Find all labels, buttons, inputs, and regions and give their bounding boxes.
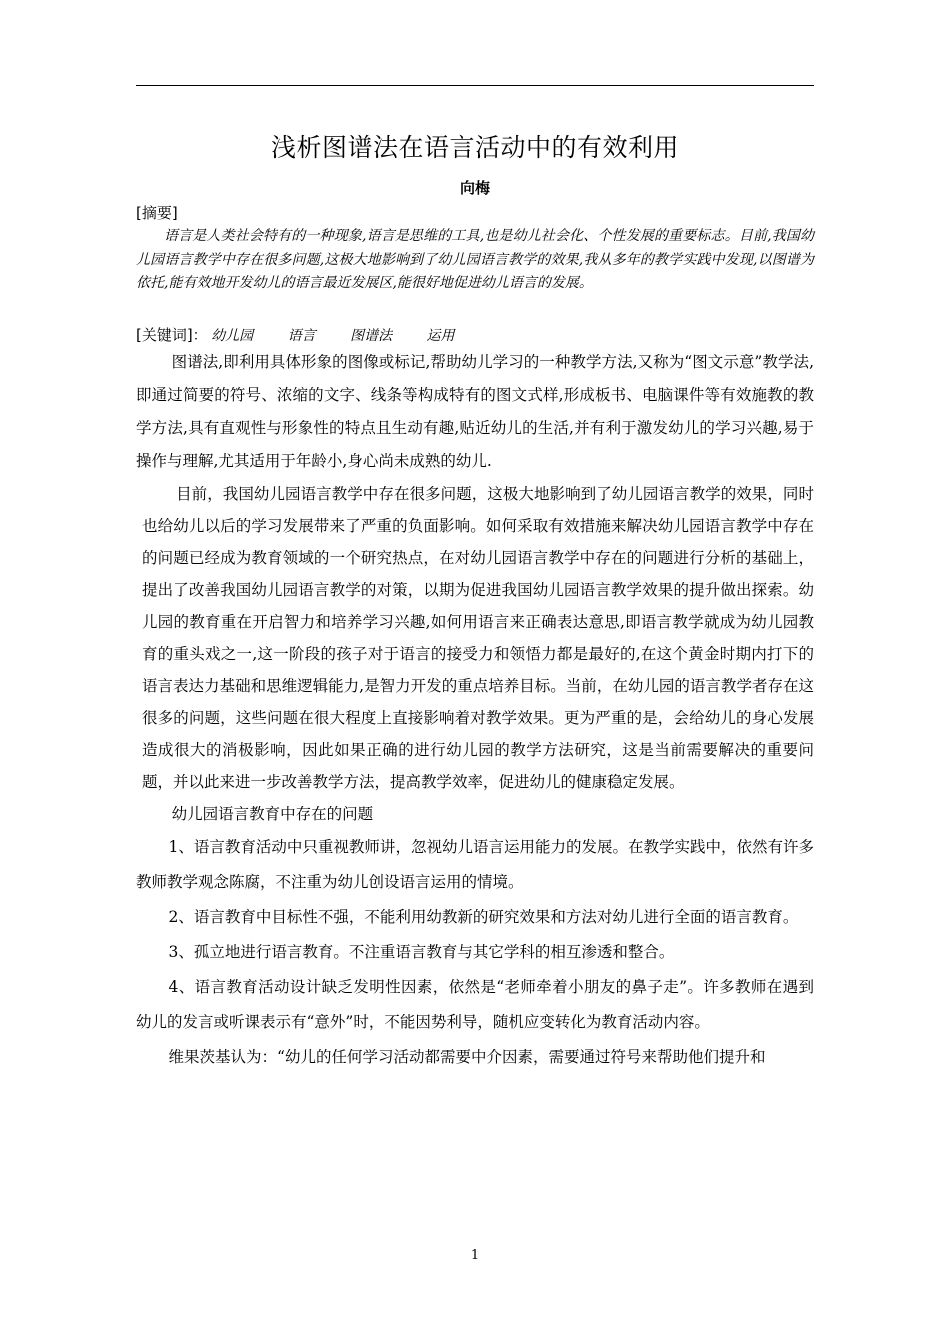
list-item: 4、语言教育活动设计缺乏发明性因素，依然是“老师牵着小朋友的鼻子走”。许多教师在遇到幼儿的发言或听课表示有“意外”时，不能因势利导，随机应变转化为教育活动内容。 xyxy=(136,978,814,1031)
keywords-colon: ： xyxy=(192,328,207,344)
body-paragraph: 图谱法,即利用具体形象的图像或标记,帮助幼儿学习的一种教学方法,又称为“图文示意”教学法,即通过简要的符号、浓缩的文字、线条等构成特有的图文式样,形成板书、电脑课件等有效施教的教学方法,具有直观性与形象性的特点且生动有趣,贴近幼儿的生活,并有利于激发幼儿的学习兴趣,易于操作与理解,尤其适用于年龄小,身心尚未成熟的幼儿. xyxy=(136,353,814,470)
section-heading: 幼儿园语言教育中存在的问题 xyxy=(171,805,374,823)
keyword-item: 运用 xyxy=(426,328,455,344)
list-item: 维果茨基认为：“幼儿的任何学习活动都需要中介因素，需要通过符号来帮助他们提升和 xyxy=(168,1048,766,1066)
list-item: 2、语言教育中目标性不强，不能利用幼教新的研究效果和方法对幼儿进行全面的语言教育。 xyxy=(168,908,799,926)
abstract-text: 语言是人类社会特有的一种现象,语言是思维的工具,也是幼儿社会化、个性发展的重要标志。目前,我国幼儿园语言教学中存在很多问题,这极大地影响到了幼儿园语言教学的效果,我从多年的教学实践中发现,以图谱为依托,能有效地开发幼儿的语言最近发展区,能很好地促进幼儿语言的发展。 xyxy=(136,228,814,291)
list-item: 3、孤立地进行语言教育。不注重语言教育与其它学科的相互渗透和整合。 xyxy=(168,943,675,961)
keywords-line xyxy=(136,324,814,347)
document-title: 浅析图谱法在语言活动中的有效利用 xyxy=(270,133,679,162)
abstract-label: [摘要] xyxy=(136,204,178,222)
author-name: 向梅 xyxy=(459,179,490,197)
body-paragraph: 目前，我国幼儿园语言教学中存在很多问题，这极大地影响到了幼儿园语言教学的效果，同时也给幼儿以后的学习发展带来了严重的负面影响。如何采取有效措施来解决幼儿园语言教学中存在的问题已经成为教育领域的一个研究热点，在对幼儿园语言教学中存在的问题进行分析的基础上，提出了改善我国幼儿园语言教学的对策，以期为促进我国幼儿园语言教学效果的提升做出探索。幼儿园的教育重在开启智力和培养学习兴趣,如何用语言来正确表达意思,即语言教学就成为幼儿园教育的重头戏之一,这一阶段的孩子对于语言的接受力和领悟力都是最好的,在这个黄金时期内打下的语言表达力基础和思维逻辑能力,是智力开发的重点培养目标。当前，在幼儿园的语言教学者存在这很多的问题，这些问题在很大程度上直接影响着对教学效果。更为严重的是，会给幼儿的身心发展造成很大的消极影响，因此如果正确的进行幼儿园的教学方法研究，这是当前需要解决的重要问题，并以此来进一步改善教学方法，提高教学效率，促进幼儿的健康稳定发展。 xyxy=(142,485,814,791)
header-rule xyxy=(136,85,814,86)
document-body xyxy=(136,346,814,1075)
page-number: 1 xyxy=(470,1248,480,1263)
keyword-item: 图谱法 xyxy=(350,328,393,344)
keyword-item: 语言 xyxy=(287,328,316,344)
keywords-label: [关键词] xyxy=(136,326,193,344)
list-item: 1、语言教育活动中只重视教师讲，忽视幼儿语言运用能力的发展。在教学实践中，依然有许多教师教学观念陈腐，不注重为幼儿创设语言运用的情境。 xyxy=(136,838,814,891)
keyword-item: 幼儿园 xyxy=(211,328,254,344)
